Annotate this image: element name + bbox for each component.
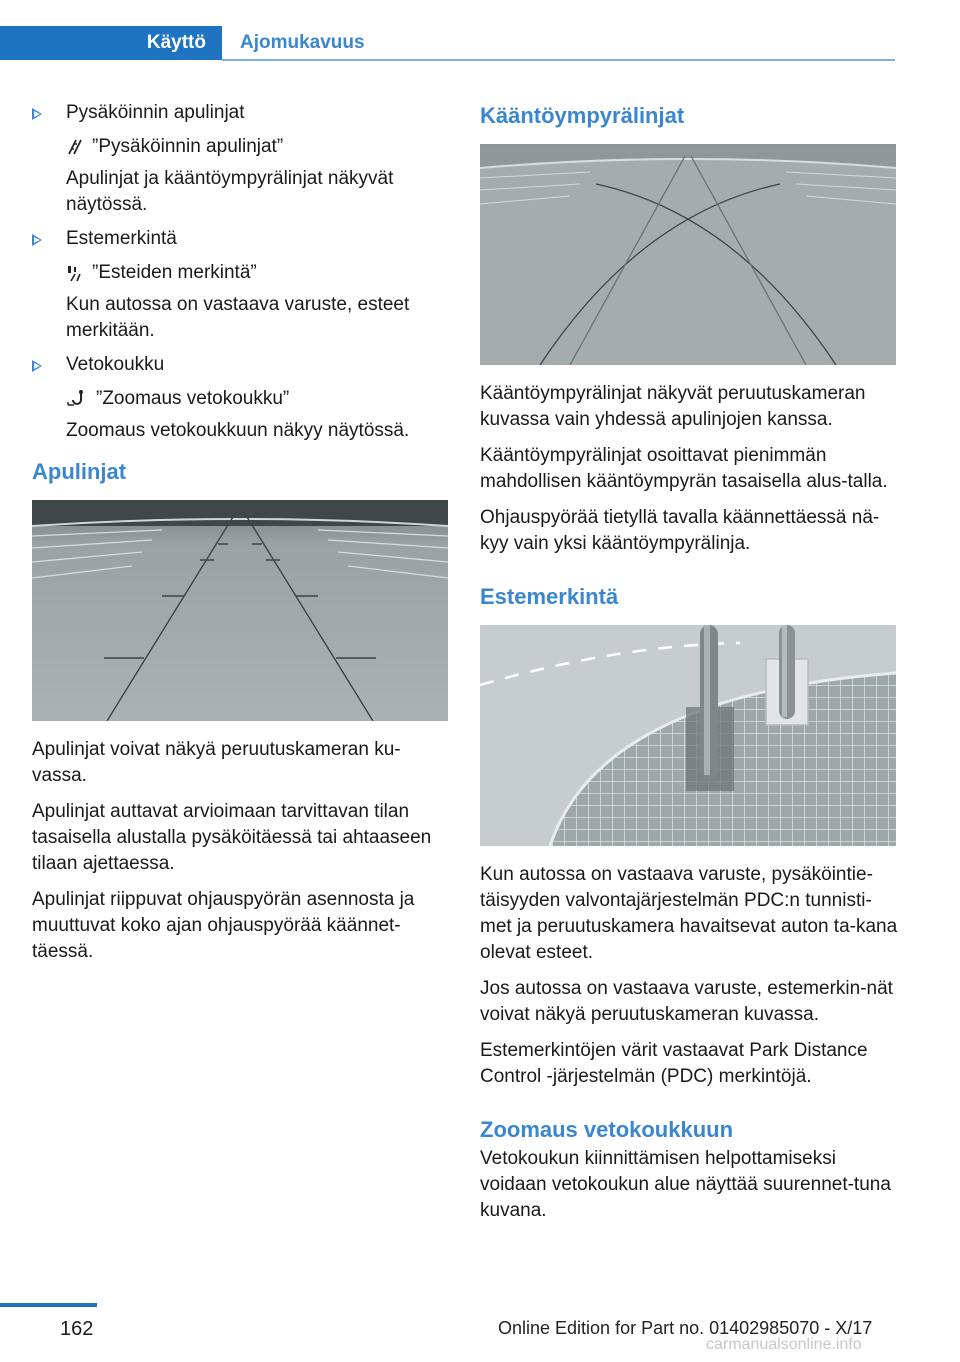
section-heading-estemerkinta: Estemerkintä <box>480 584 619 609</box>
list-item <box>32 226 450 344</box>
paragraph: Kääntöympyrälinjat näkyvät peruutuskameran kuvassa vain yhdessä apulinjojen kanssa. <box>480 383 866 430</box>
section-heading-zoomaus: Zoomaus vetokoukkuun <box>480 1117 734 1142</box>
list-item <box>32 352 450 444</box>
obstacle-marking-image <box>480 625 896 846</box>
item-sub <box>66 260 450 286</box>
paragraph: Vetokoukun kiinnittämisen helpottamiseksi voidaan vetokoukun alue näyttää suurennet-tuna kuvana. <box>480 1148 891 1221</box>
list-item <box>32 100 450 218</box>
section-heading-apulinjat: Apulinjat <box>32 459 127 484</box>
bullet-triangle-icon <box>32 234 42 246</box>
item-sub <box>66 386 450 412</box>
footer-divider <box>0 1303 97 1307</box>
obstacle-marking-icon <box>66 264 84 282</box>
paragraph: Kun autossa on vastaava varuste, pysäköintie-täisyyden valvontajärjestelmän PDC:n tunnisti-met ja peruutuskamera havaitsevat auton ta-kana olevat esteet. <box>480 864 898 963</box>
paragraph: Apulinjat auttavat arvioimaan tarvittavan tilan tasaisella alustalla pysäköitäessä tai ahtaaseen tilaan ajettaessa. <box>32 801 432 874</box>
parking-lines-image <box>32 500 448 721</box>
parking-lines-icon <box>66 138 84 156</box>
paragraph: Estemerkintöjen värit vastaavat Park Distance Control -järjestelmän (PDC) merkintöjä. <box>480 1040 868 1087</box>
item-title: Estemerkintä <box>66 228 177 249</box>
bullet-triangle-icon <box>32 108 42 120</box>
section-heading-kaantoympyralinjat: Kääntöympyrälinjat <box>480 103 685 128</box>
right-column <box>480 100 898 1234</box>
paragraph: Apulinjat riippuvat ohjauspyörän asennosta ja muuttuvat koko ajan ohjauspyörää käännet-täessä. <box>32 889 415 962</box>
tab-kaytto[interactable]: Käyttö <box>0 26 222 60</box>
item-title: Pysäköinnin apulinjat <box>66 102 245 123</box>
item-desc: Apulinjat ja kääntöympyrälinjat näkyvät näytössä. <box>66 168 394 215</box>
item-sub <box>66 134 450 160</box>
left-column <box>32 100 450 975</box>
tow-hook-icon <box>66 389 88 409</box>
watermark: carmanualsonline.info <box>706 1336 862 1353</box>
bullet-triangle-icon <box>32 360 42 372</box>
item-sub-text: ”Pysäköinnin apulinjat” <box>92 136 284 157</box>
paragraph: Kääntöympyrälinjat osoittavat pienimmän mahdollisen kääntöympyrän tasaisella alus-talla. <box>480 445 888 492</box>
turning-circle-lines-image <box>480 144 896 365</box>
page-header <box>0 26 895 62</box>
item-title: Vetokoukku <box>66 354 165 375</box>
header-divider <box>222 59 895 61</box>
item-sub-text: ”Esteiden merkintä” <box>92 262 257 283</box>
page-number: 162 <box>60 1318 94 1340</box>
item-desc: Zoomaus vetokoukkuun näkyy näytössä. <box>66 420 410 441</box>
paragraph: Ohjauspyörää tietyllä tavalla käännettäessä nä-kyy vain yksi kääntöympyrälinja. <box>480 507 880 554</box>
paragraph: Apulinjat voivat näkyä peruutuskameran ku-vassa. <box>32 739 401 786</box>
item-sub-text: ”Zoomaus vetokoukku” <box>96 388 290 409</box>
tab-ajomukavuus[interactable]: Ajomukavuus <box>240 32 365 53</box>
footer-edition: Online Edition for Part no. 01402985070 - X/17 <box>498 1318 873 1338</box>
item-desc: Kun autossa on vastaava varuste, esteet merkitään. <box>66 294 410 341</box>
paragraph: Jos autossa on vastaava varuste, estemerkin-nät voivat näkyä peruutuskameran kuvassa. <box>480 978 893 1025</box>
